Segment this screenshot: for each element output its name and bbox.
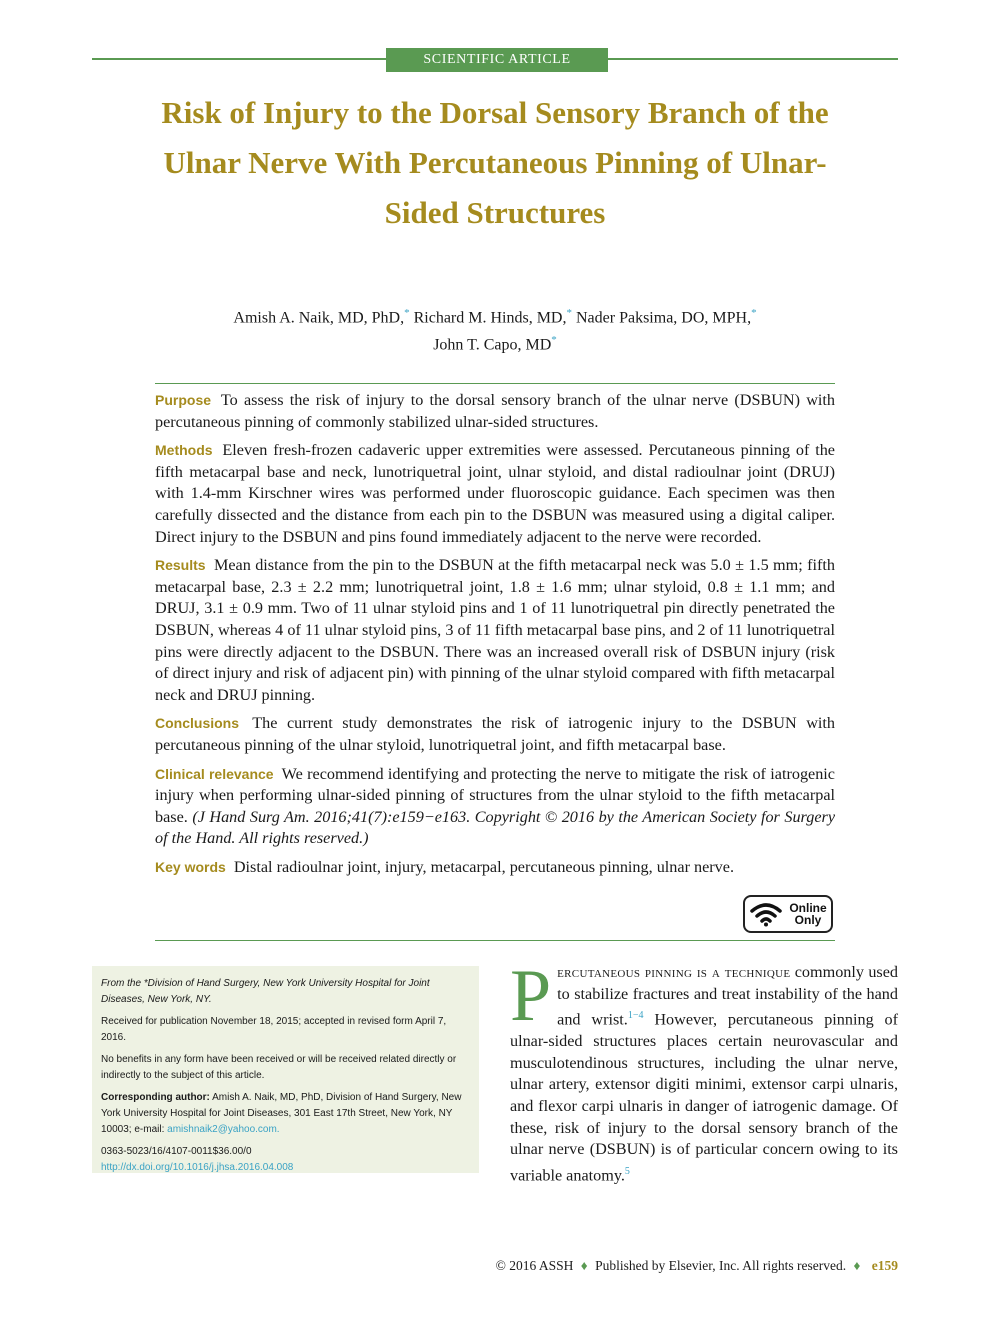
abstract-heading: Methods	[155, 442, 213, 459]
copyright: © 2016 ASSH	[495, 1258, 574, 1273]
abstract-results	[155, 555, 835, 706]
page-number: e159	[871, 1258, 898, 1273]
wifi-icon	[749, 901, 783, 927]
abstract-heading: Key words	[155, 858, 226, 875]
page-footer	[496, 1258, 898, 1274]
author-name: Nader Paksima, DO, MPH,	[575, 309, 752, 327]
article-title: Risk of Injury to the Dorsal Sensory Branch of the Ulnar Nerve With Percutaneous Pinning of Ulnar-Sided Structures	[161, 95, 829, 230]
section-label: SCIENTIFIC ARTICLE	[386, 48, 608, 72]
online-only-label	[789, 902, 826, 926]
author-name: John T. Capo, MD	[433, 336, 552, 354]
reference-link[interactable]: 1−4	[627, 1010, 644, 1022]
identifiers	[101, 1144, 470, 1176]
affiliation-note: From the *Division of Hand Surgery, New York University Hospital for Joint Diseases, New York, NY.	[101, 978, 430, 1005]
abstract-text: Mean distance from the pin to the DSBUN at the fifth metacarpal neck was 5.0 ± 1.5 mm; fifth metacarpal base, 2.3 ± 2.2 mm; lunotriquetral joint, 1.8 ± 1.6 mm; ulnar styloid, 0.8 ± 1.1 mm; and DRUJ, 3.1 ± 0.9 mm. Two of 11 ulnar styloid pins and 1 of 11 lunotriquetral pin directly penetrated the DSBUN, whereas 4 of 11 ulnar styloid pins, 3 of 11 fifth metacarpal base pins, and 2 of 11 lunotriquetral pins were directly adjacent to the DSBUN. There was an increased overall risk of DSBUN injury (risk of direct injury and risk of adjacent pin) with pinning of the ulnar styloid compared with fifth metacarpal neck and DRUJ pinning.	[155, 556, 835, 704]
citation: (J Hand Surg Am. 2016;41(7):e159−e163. Copyright © 2016 by the American Society for Surgery of the Hand. All rights reserved.)	[155, 807, 835, 848]
abstract-purpose	[155, 390, 835, 433]
body-text	[510, 955, 899, 1187]
abstract-text: We recommend identifying and protecting the nerve to mitigate the risk of iatrogenic injury when performing ulnar-sided pinning of structures from the ulnar styloid to the fifth metacarpal base.	[155, 764, 835, 826]
received-note: Received for publication November 18, 2015; accepted in revised form April 7, 2016.	[101, 1016, 447, 1043]
diamond-separator: ♦	[580, 1258, 588, 1273]
corresponding-label: Corresponding author:	[101, 1092, 210, 1103]
corresponding-text: Amish A. Naik, MD, PhD, Division of Hand Surgery, New York University Hospital for Joint Diseases, 301 East 17th Street, New York, NY 10003; e-mail:	[101, 1092, 462, 1135]
benefits-note: No benefits in any form have been received or will be received related directly or indirectly to the subject of this article.	[101, 1054, 457, 1081]
abstract-text: Eleven fresh-frozen cadaveric upper extremities were assessed. Percutaneous pinning of the fifth metacarpal base and neck, lunotriquetral joint, ulnar styloid, and distal radioulnar joint (DRUJ) with 1.4-mm Kirschner wires was performed under fluoroscopic guidance. Each specimen was then carefully dissected and the distance from each pin to the DSBUN was measured using a digital caliper. Direct injury to the DSBUN and pins found immediately adjacent to the nerve were recorded.	[155, 441, 835, 546]
email-link[interactable]: amishnaik2@yahoo.com.	[167, 1124, 280, 1135]
author-affiliation-mark[interactable]: *	[551, 334, 557, 347]
abstract-bottom-rule	[155, 940, 835, 941]
author-name: Amish A. Naik, MD, PhD,	[233, 309, 405, 327]
author-name: Richard M. Hinds, MD,	[413, 309, 567, 327]
abstract-top-rule	[155, 383, 835, 384]
author-list	[120, 302, 870, 357]
body-paragraph-text: However, percutaneous pinning of ulnar-sided structures places certain neurovascular and musculotendinous structures, including the ulnar nerve, ulnar artery, extensor digiti minimi, extensor carpi ulnaris, and flexor carpi ulnaris in danger of iatrogenic damage. Of these, risk of injury to the dorsal sensory branch of the ulnar nerve (DSBUN) is of particular concern owing to its variable anatomy.	[510, 1010, 899, 1185]
doi-link[interactable]: http://dx.doi.org/10.1016/j.jhsa.2016.04.008	[101, 1162, 294, 1173]
publisher: Published by Elsevier, Inc. All rights reserved.	[595, 1258, 847, 1273]
reference-link[interactable]: 5	[624, 1165, 630, 1177]
corresponding-note	[101, 1090, 470, 1138]
abstract	[155, 390, 835, 885]
abstract-heading: Results	[155, 557, 206, 574]
author-affiliation-mark[interactable]: *	[566, 307, 572, 319]
online-label: Online	[789, 901, 827, 915]
abstract-text: Distal radioulnar joint, injury, metacarpal, percutaneous pinning, ulnar nerve.	[233, 857, 735, 876]
body-paragraph-text: commonly used to stabilize fractures and treat instability of the hand and wrist.	[557, 963, 898, 1029]
abstract-heading: Purpose	[155, 392, 212, 408]
abstract-methods	[155, 440, 835, 548]
drop-cap: P	[510, 955, 552, 1037]
only-label: Only	[794, 913, 822, 927]
abstract-heading: Clinical relevance	[155, 765, 274, 782]
author-affiliation-mark[interactable]: *	[751, 307, 757, 319]
abstract-clinical-relevance	[155, 764, 835, 850]
abstract-conclusions	[155, 713, 835, 756]
article-info-box	[92, 966, 479, 1173]
abstract-text: To assess the risk of injury to the dorsal sensory branch of the ulnar nerve (DSBUN) with percutaneous pinning of commonly stabilized ulnar-sided structures.	[155, 391, 835, 431]
lead-in: ercutaneous pinning is a technique	[557, 963, 791, 981]
abstract-heading: Conclusions	[155, 715, 240, 732]
diamond-separator: ♦	[853, 1258, 861, 1273]
issn: 0363-5023/16/4107-0011$36.00/0	[101, 1146, 252, 1157]
abstract-text: The current study demonstrates the risk of iatrogenic injury to the DSBUN with percutaneous pinning of the ulnar styloid, lunotriquetral joint, and fifth metacarpal base.	[155, 714, 835, 754]
online-only-badge	[743, 895, 833, 933]
abstract-key-words	[155, 857, 835, 879]
author-affiliation-mark[interactable]: *	[404, 307, 410, 319]
